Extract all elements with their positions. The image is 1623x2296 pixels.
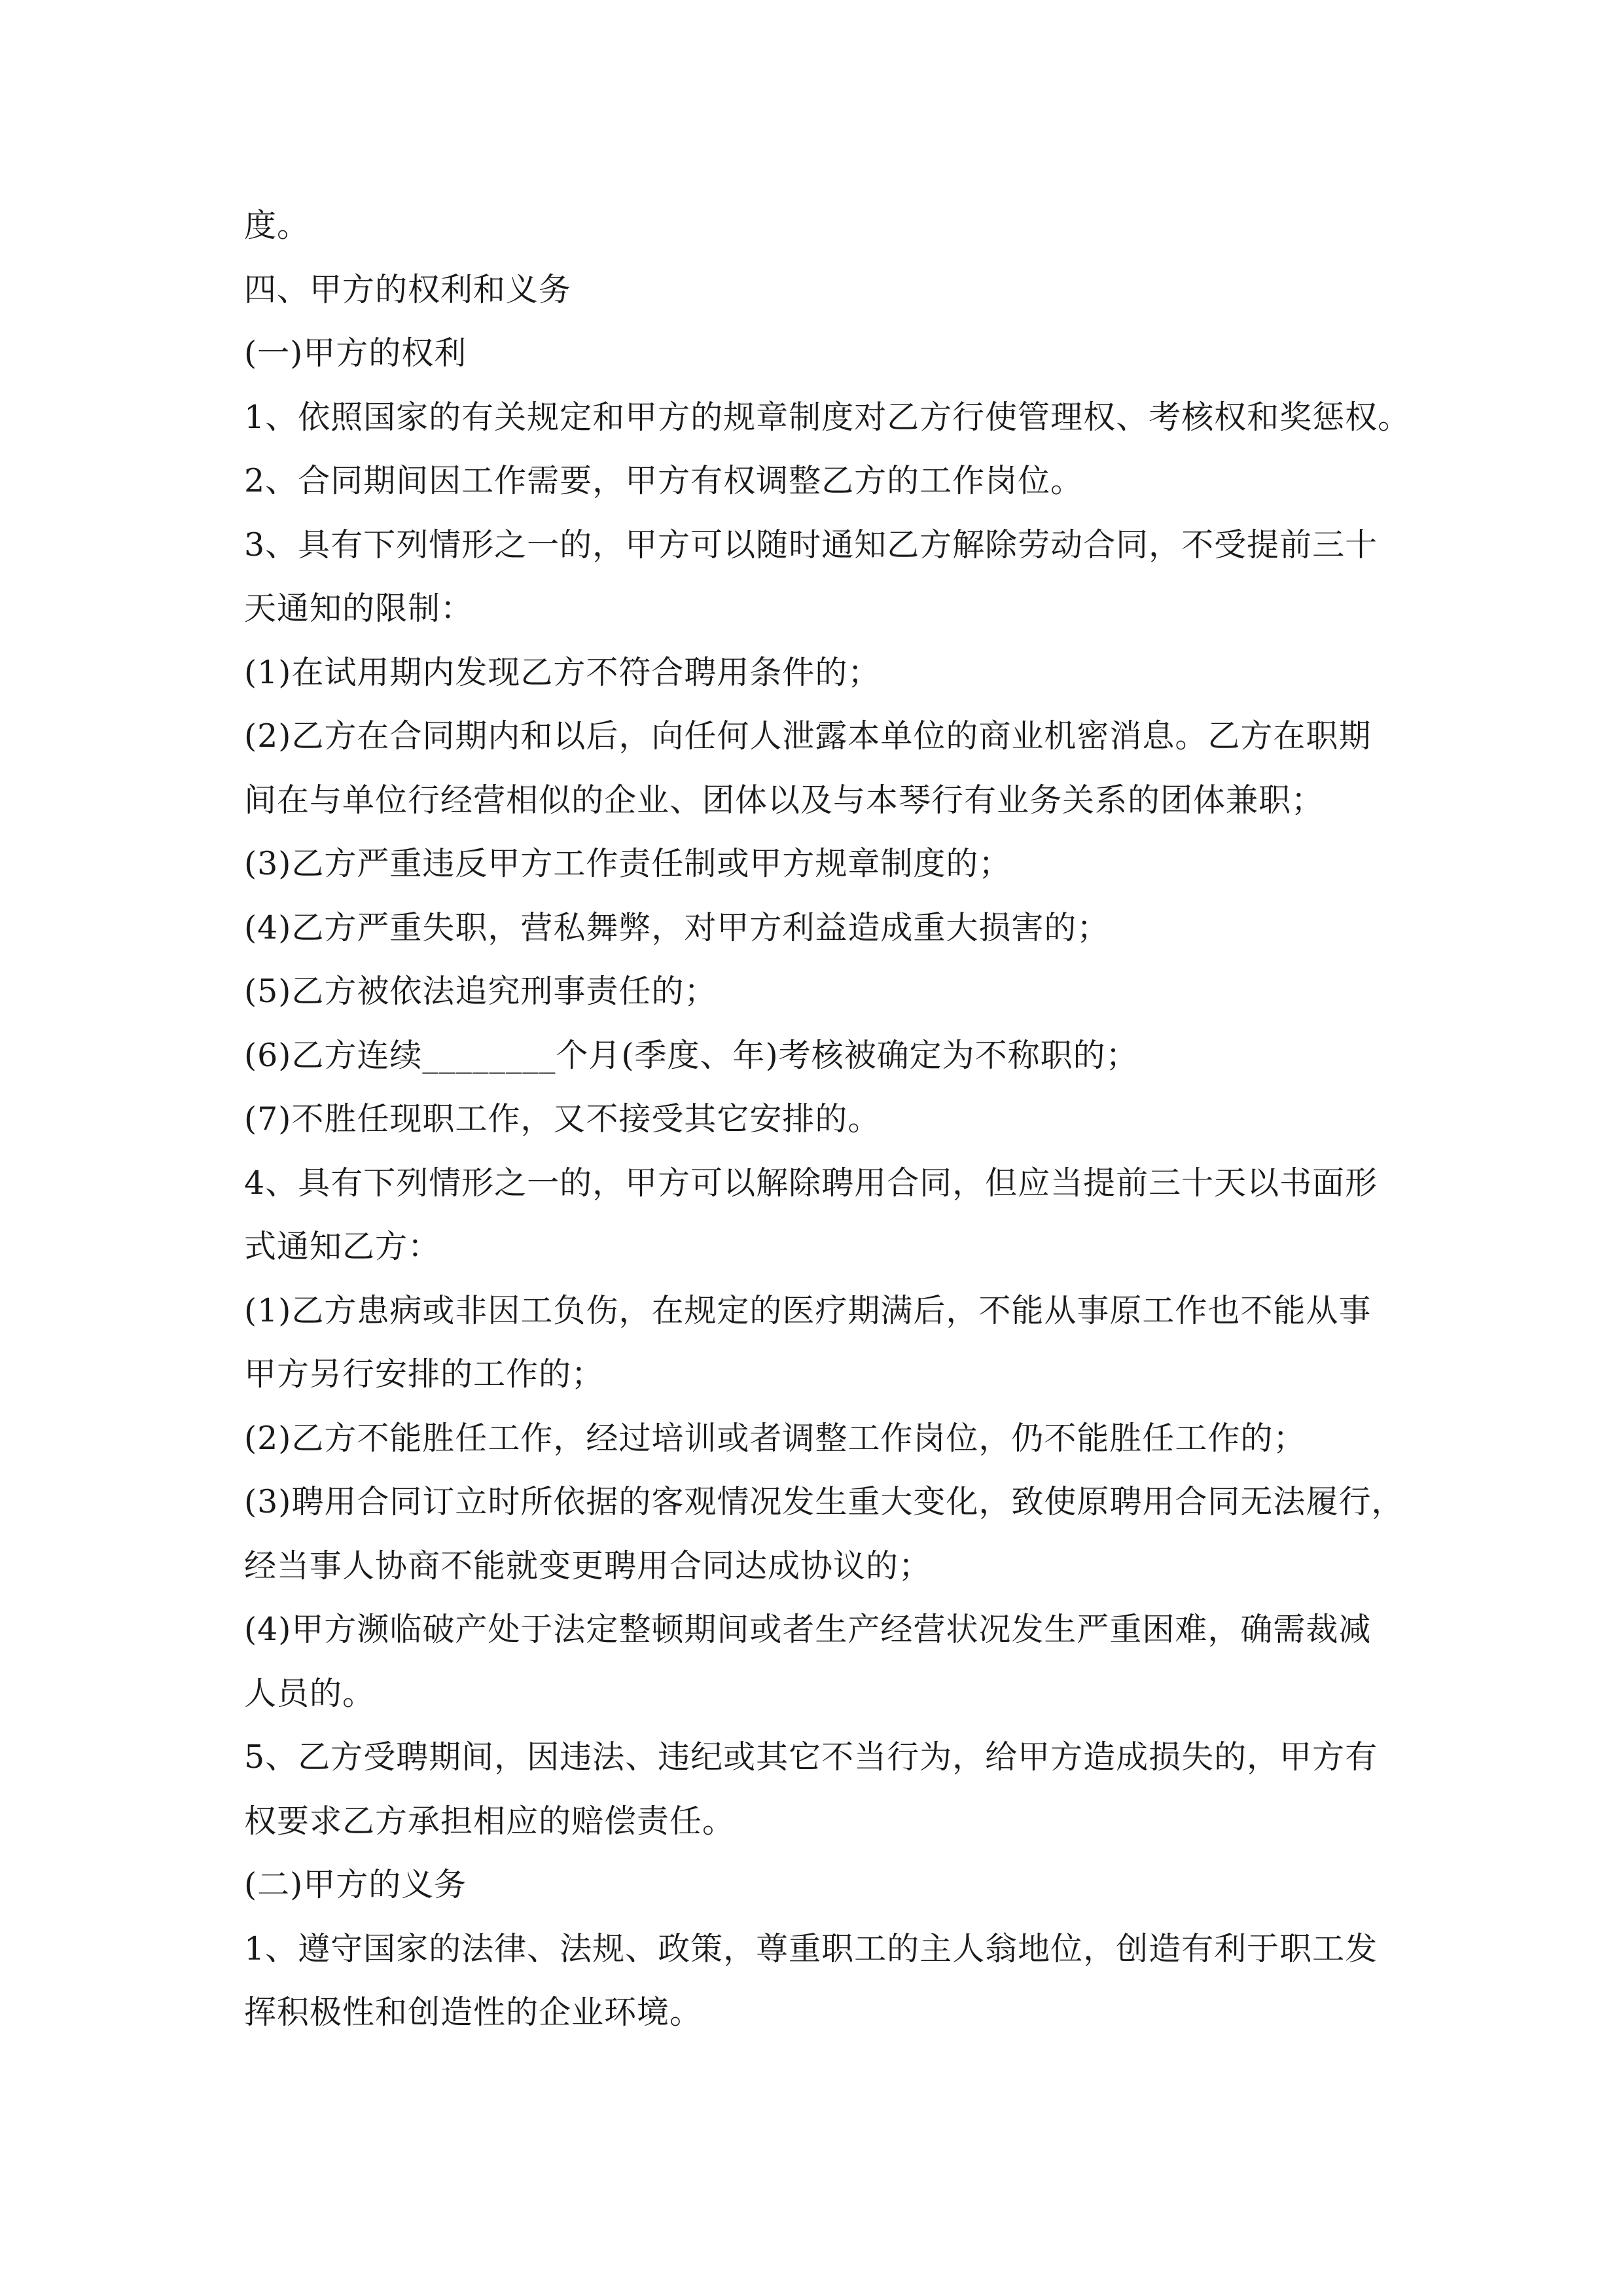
text-line: 5、乙方受聘期间，因违法、违纪或其它不当行为，给甲方造成损失的，甲方有 [244,1738,1378,1776]
text-line: 挥积极性和创造性的企业环境。 [244,1994,703,2031]
text-line: (1)在试用期内发现乙方不符合聘用条件的； [244,653,881,691]
text-line: (3)聘用合同订立时所依据的客观情况发生重大变化，致使原聘用合同无法履行， [244,1483,1404,1520]
section-heading: 四、甲方的权利和义务 [244,270,572,308]
text-line: 经当事人协商不能就变更聘用合同达成协议的； [244,1547,932,1585]
text-line: (4)乙方严重失职，营私舞弊，对甲方利益造成重大损害的； [244,908,1110,946]
text-line: (2)乙方不能胜任工作，经过培训或者调整工作岗位，仍不能胜任工作的； [244,1419,1306,1457]
subsection-heading: (一)甲方的权利 [244,334,467,372]
subsection-heading: (二)甲方的义务 [244,1866,467,1903]
text-line: (1)乙方患病或非因工负伤，在规定的医疗期满后，不能从事原工作也不能从事 [244,1291,1372,1329]
text-line: 度。 [244,207,310,244]
text-line: 4、具有下列情形之一的，甲方可以解除聘用合同，但应当提前三十天以书面形 [244,1164,1378,1202]
text-line: (4)甲方濒临破产处于法定整顿期间或者生产经营状况发生严重困难，确需裁减 [244,1611,1372,1648]
text-line: (3)乙方严重违反甲方工作责任制或甲方规章制度的； [244,845,1012,882]
text-line: 式通知乙方： [244,1228,441,1265]
text-line: (2)乙方在合同期内和以后，向任何人泄露本单位的商业机密消息。乙方在职期 [244,717,1372,755]
document-body [244,194,1409,2045]
text-line: 3、具有下列情形之一的，甲方可以随时通知乙方解除劳动合同，不受提前三十 [244,526,1378,564]
text-line: 人员的。 [244,1674,376,1712]
text-line: 天通知的限制： [244,590,474,627]
text-line: (5)乙方被依法追究刑事责任的； [244,973,717,1010]
text-line: 甲方另行安排的工作的； [244,1355,605,1393]
text-line: (6)乙方连续________个月(季度、年)考核被确定为不称职的； [244,1036,1139,1074]
text-line: 1、依照国家的有关规定和甲方的规章制度对乙方行使管理权、考核权和奖惩权。 [244,398,1411,436]
text-line: 1、遵守国家的法律、法规、政策，尊重职工的主人翁地位，创造有利于职工发 [244,1929,1378,1967]
text-line: 2、合同期间因工作需要，甲方有权调整乙方的工作岗位。 [244,462,1084,499]
text-line: 权要求乙方承担相应的赔偿责任。 [244,1802,736,1840]
text-line: (7)不胜任现职工作，又不接受其它安排的。 [244,1100,881,1138]
text-line: 间在与单位行经营相似的企业、团体以及与本琴行有业务关系的团体兼职； [244,781,1325,819]
